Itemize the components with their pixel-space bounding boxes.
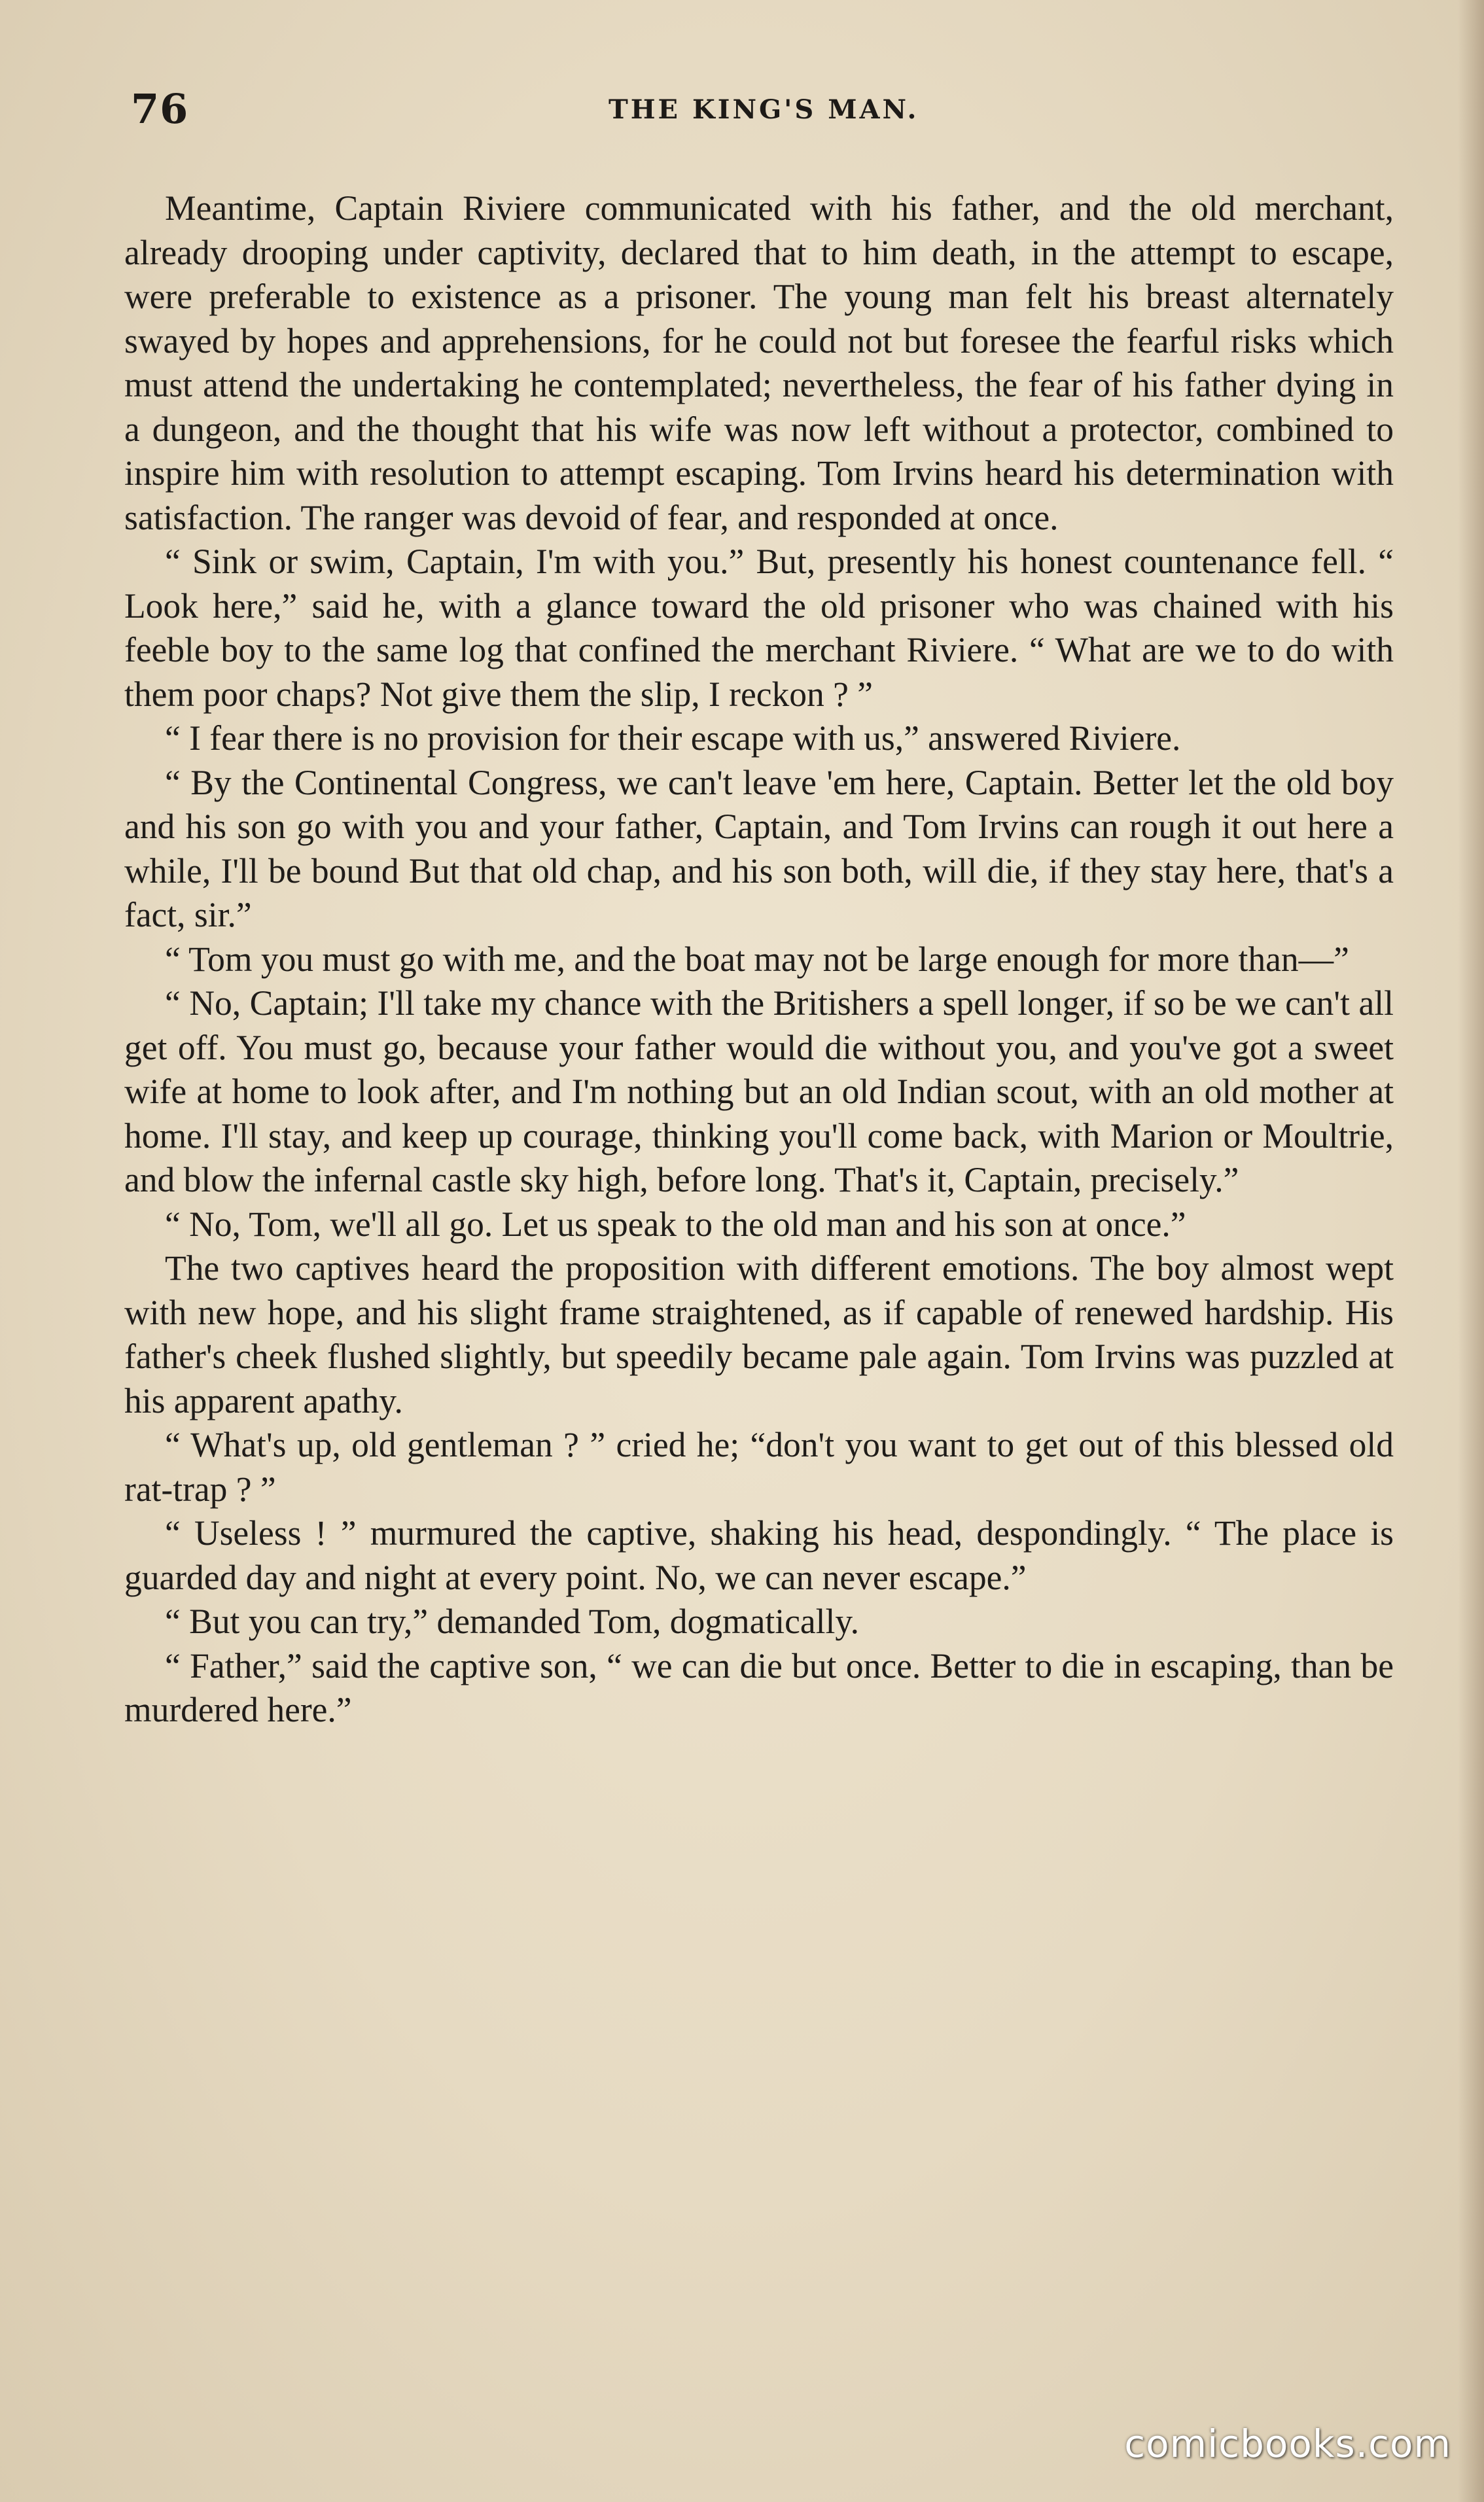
paragraph-6: “ No, Captain; I'll take my chance with the Britishers a spell longer, if so be we can't all get off. You must go, because your father would die without you, and you've got a sweet wife at home to look after, and I'm nothing but an old Indian scout, with an old mother at home. I'll stay, and keep up courage, thinking you'll come back, with Marion or Moultrie, and blow the infernal castle sky high, before long. That's it, Captain, precisely.” — [124, 983, 1394, 1199]
paragraph-11: “ But you can try,” demanded Tom, dogmatically. — [165, 1602, 860, 1641]
page-number: 76 — [131, 85, 189, 133]
site-watermark: comicbooks.com — [1124, 2422, 1451, 2466]
paragraph-4: “ By the Continental Congress, we can't leave 'em here, Captain. Better let the old boy and his son go with you and your father, Captain, and Tom Irvins can rough it out here a while, I'll be bound But that old chap, and his son both, will die, if they stay here, that's a fact, sir.” — [124, 762, 1394, 934]
paragraph-9: “ What's up, old gentleman ? ” cried he; “don't you want to get out of this blessed old rat-trap ? ” — [124, 1425, 1394, 1509]
paragraph-8: The two captives heard the proposition with different emotions. The boy almost wept with new hope, and his slight frame straightened, as if capable of renewed hardship. His father's cheek flushed slightly, but speedily became pale again. Tom Irvins was puzzled at his apparent apathy. — [124, 1248, 1394, 1420]
paragraph-7: “ No, Tom, we'll all go. Let us speak to the old man and his son at once.” — [165, 1204, 1186, 1244]
paragraph-12: “ Father,” said the captive son, “ we can die but once. Better to die in escaping, than be murdered here.” — [124, 1646, 1394, 1729]
paragraph-3: “ I fear there is no provision for their escape with us,” answered Riviere. — [165, 718, 1181, 758]
paragraph-5: “ Tom you must go with me, and the boat may not be large enough for more than—” — [165, 939, 1349, 979]
page-header — [131, 85, 1407, 137]
paragraph-10: “ Useless ! ” murmured the captive, shaking his head, despondingly. “ The place is guarded day and night at every point. No, we can never escape.” — [124, 1513, 1394, 1597]
running-head: THE KING'S MAN. — [609, 94, 919, 125]
paragraph-2: “ Sink or swim, Captain, I'm with you.” But, presently his honest countenance fell. “ Look here,” said he, with a glance toward the old prisoner who was chained with his feeble boy to the same log that confined the merchant Riviere. “ What are we to do with them poor chaps? Not give them the slip, I reckon ? ” — [124, 542, 1394, 714]
paragraph-1: Meantime, Captain Riviere communicated with his father, and the old merchant, already drooping under captivity, declared that to him death, in the attempt to escape, were preferable to existence as a prisoner. The young man felt his breast alternately swayed by hopes and apprehensions, for he could not but foresee the fearful risks which must attend the undertaking he contemplated; nevertheless, the fear of his father dying in a dungeon, and the thought that his wife was now left without a protector, combined to inspire him with resolution to attempt escaping. Tom Irvins heard his determination with satisfaction. The ranger was devoid of fear, and responded at once. — [124, 188, 1394, 537]
body-text — [124, 186, 1394, 1733]
page-edge-shadow — [1458, 0, 1484, 2502]
